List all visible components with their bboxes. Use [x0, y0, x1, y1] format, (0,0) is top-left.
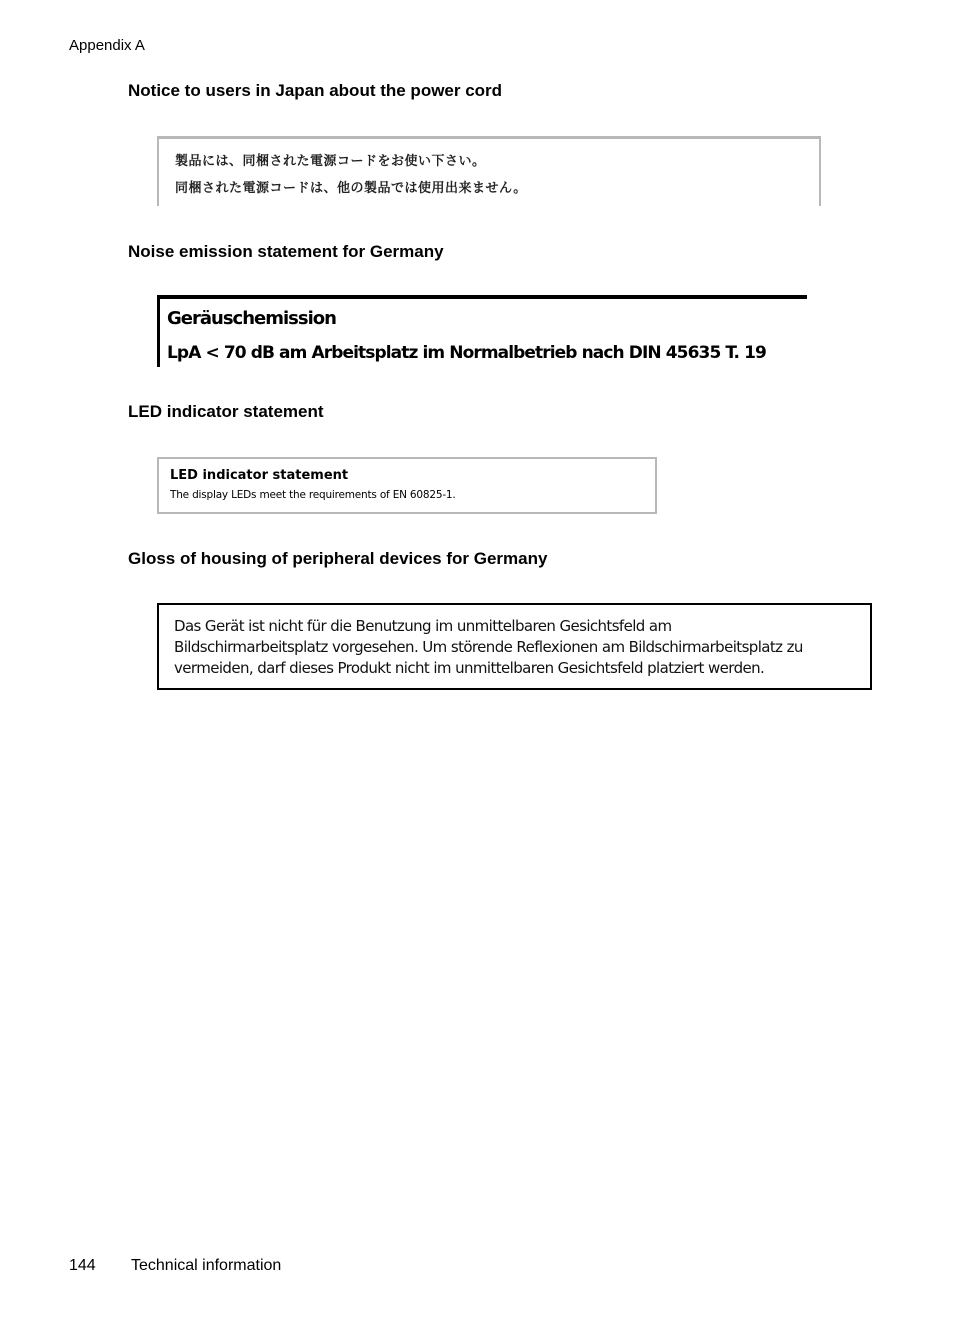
gloss-notice-line-2: Bildschirmarbeitsplatz vorgesehen. Um störende Reflexionen am Bildschirmarbeitsplatz zu [174, 638, 803, 656]
japan-notice-line-2: 同梱された電源コードは、他の製品では使用出来ません。 [175, 181, 527, 196]
running-header: Appendix A [69, 37, 145, 54]
noise-emission-title: Geräuschemission [167, 308, 336, 329]
page-number: 144 [69, 1257, 96, 1274]
gloss-housing-heading: Gloss of housing of peripheral devices for Germany [128, 549, 548, 568]
noise-emission-line: LpA < 70 dB am Arbeitsplatz im Normalbetrieb nach DIN 45635 T. 19 [167, 343, 766, 363]
noise-emission-heading: Noise emission statement for Germany [128, 242, 444, 261]
japan-power-cord-heading: Notice to users in Japan about the power cord [128, 81, 503, 100]
gloss-notice-line-3: vermeiden, darf dieses Produkt nicht im unmittelbaren Gesichtsfeld platziert werden. [174, 659, 765, 677]
led-indicator-line: The display LEDs meet the requirements of EN 60825-1. [170, 489, 456, 501]
japan-power-cord-notice-box [157, 136, 821, 206]
gloss-housing-notice-box [157, 603, 872, 690]
footer-section-title: Technical information [131, 1257, 282, 1274]
japan-notice-line-1: 製品には、同梱された電源コードをお使い下さい。 [175, 154, 486, 169]
running-footer [69, 1257, 281, 1275]
led-indicator-notice-box [157, 457, 657, 514]
gloss-notice-line-1: Das Gerät ist nicht für die Benutzung im unmittelbaren Gesichtsfeld am [174, 617, 672, 635]
led-indicator-box-title: LED indicator statement [170, 468, 349, 483]
noise-emission-notice-box [157, 295, 807, 367]
led-indicator-heading: LED indicator statement [128, 402, 324, 421]
